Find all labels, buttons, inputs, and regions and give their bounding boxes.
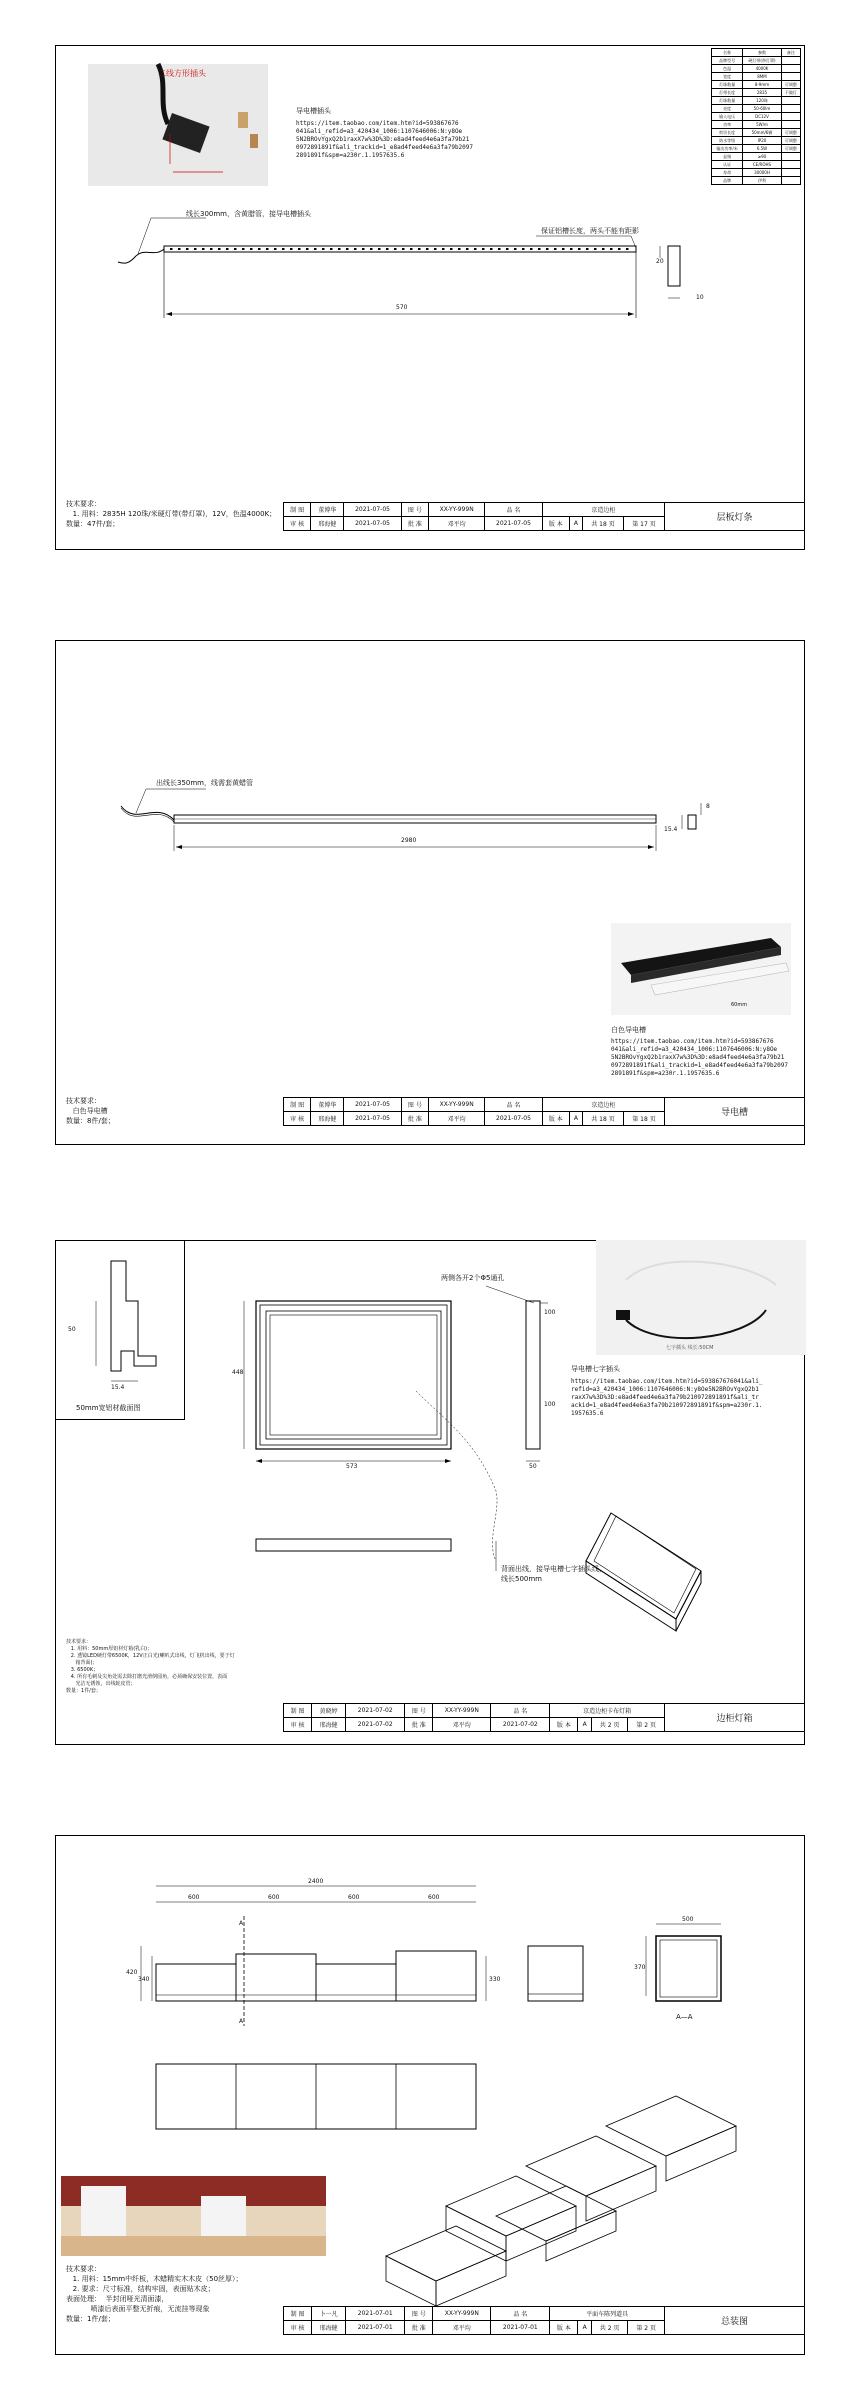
drawing-name: 层板灯条 — [665, 503, 805, 531]
spec-cell: 伊利 — [743, 177, 782, 185]
ends-note: 保证铝槽长度，两头不能有距影 — [541, 227, 639, 235]
dim-part-3: 600 — [348, 1894, 360, 1901]
led-chip — [458, 248, 461, 250]
title-cell: 审 核 — [284, 1718, 312, 1732]
title-cell: 黄晓婷 — [312, 1704, 346, 1718]
plug-illustration — [88, 64, 268, 186]
title-cell: 邢海健 — [312, 1718, 346, 1732]
title-block-row-1 — [284, 503, 805, 517]
title-cell: 共 18 页 — [583, 1112, 624, 1126]
title-cell: 第 2 页 — [628, 1718, 665, 1732]
led-chip — [282, 248, 285, 250]
title-cell: 董博华 — [311, 503, 344, 517]
dim-h: 448 — [232, 1369, 244, 1376]
spec-cell — [781, 177, 800, 185]
spec-row — [712, 89, 801, 97]
title-cell: 制 图 — [284, 2307, 312, 2321]
title-cell: XX-YY-999N — [428, 503, 484, 517]
spec-cell: DC12V — [743, 113, 782, 121]
led-chip — [210, 248, 213, 250]
spec-cell — [781, 73, 800, 81]
spec-cell: 灯珠数量 — [712, 97, 743, 105]
led-chip — [362, 248, 365, 250]
led-chip — [226, 248, 229, 250]
tech-requirements: 技术要求： 1. 用料：50mm厚铝材灯箱(乳白)； 2. 透镜LED硬灯带6500K，12V正白光(喇叭式出线，灯飞机出线，要于灯 箱背面)； 3. 6500K； 4. 所有毛刺及尖角处需去除打磨光滑倒圆角，必须确保安装位置，表面 光洁无锈蚀，出线蛇皮管； 数量：1件/套； — [66, 1639, 235, 1694]
title-block — [283, 2306, 805, 2335]
led-chip — [258, 248, 261, 250]
spec-cell: 输出功率/米 — [712, 145, 743, 153]
spec-cell: 色温 — [712, 65, 743, 73]
title-cell: 图 号 — [405, 2307, 433, 2321]
dim-length: 570 — [396, 304, 408, 311]
led-chip — [586, 248, 589, 250]
spec-cell — [781, 161, 800, 169]
title-block-row-1 — [284, 2307, 805, 2321]
dim-side-1: 20 — [656, 258, 664, 265]
dim-total: 2400 — [308, 1878, 324, 1885]
led-chip — [194, 248, 197, 250]
dim-section-w: 500 — [682, 1916, 694, 1923]
plug-photo — [88, 64, 268, 186]
led-chip — [578, 248, 581, 250]
led-chip — [346, 248, 349, 250]
drawing-name: 导电槽 — [665, 1098, 805, 1126]
spec-cell: 2835 — [743, 89, 782, 97]
led-chip — [626, 248, 629, 250]
title-cell: 第 17 页 — [623, 517, 664, 531]
title-cell: 批 准 — [401, 1112, 428, 1126]
title-cell: 邓平均 — [428, 517, 484, 531]
spec-row — [712, 161, 801, 169]
led-chip — [354, 248, 357, 250]
led-chip — [386, 248, 389, 250]
led-chip — [490, 248, 493, 250]
spec-cell: ≥90 — [743, 153, 782, 161]
rail-drawing — [56, 811, 806, 911]
spec-cell: 8MM — [743, 73, 782, 81]
spec-cell: 120珠 — [743, 97, 782, 105]
title-cell: 图 号 — [401, 503, 428, 517]
title-cell: 品 名 — [491, 2307, 550, 2321]
wire-note: 出线长350mm，线需套黄蜡管 — [156, 779, 253, 787]
spec-cell: 输入电压 — [712, 113, 743, 121]
side-dim-1: 100 — [544, 1309, 556, 1316]
led-chip — [250, 248, 253, 250]
led-chip — [570, 248, 573, 250]
title-cell: 2021-07-05 — [344, 1098, 401, 1112]
led-chip — [290, 248, 293, 250]
title-cell: 卜一凡 — [312, 2307, 346, 2321]
title-cell: 图 号 — [401, 1098, 428, 1112]
spec-row — [712, 169, 801, 177]
spec-cell: IP20 — [743, 137, 782, 145]
title-cell: 京造边柜卡布灯箱 — [550, 1704, 665, 1718]
led-chip — [546, 248, 549, 250]
drawing-name: 总装图 — [665, 2307, 805, 2335]
led-chip — [202, 248, 205, 250]
tech-requirements: 技术要求： 白色导电槽 数量：8件/套； — [66, 1097, 115, 1125]
spec-row — [712, 145, 801, 153]
title-cell: 京造边柜 — [542, 503, 664, 517]
spec-cell — [781, 105, 800, 113]
dim-w: 8 — [706, 803, 710, 810]
led-chip — [410, 248, 413, 250]
spec-row — [712, 81, 801, 89]
spec-cell: 可调整 — [781, 145, 800, 153]
spec-row — [712, 177, 801, 185]
led-chip — [498, 248, 501, 250]
spec-row — [712, 137, 801, 145]
tech-requirements: 技术要求： 1. 用料：2835H 120珠/米硬灯带(带灯罩)，12V，色温4000K； 数量：47件/套； — [66, 500, 277, 528]
led-chip — [522, 248, 525, 250]
led-chip — [170, 248, 173, 250]
title-cell: 2021-07-02 — [346, 1704, 405, 1718]
led-chip — [266, 248, 269, 250]
led-chip — [442, 248, 445, 250]
led-chip — [610, 248, 613, 250]
led-chip — [554, 248, 557, 250]
title-cell: 版 本 — [550, 2321, 578, 2335]
dim-section-h: 370 — [634, 1964, 646, 1971]
title-cell: 邢海健 — [312, 2321, 346, 2335]
spec-cell: 防水等级 — [712, 137, 743, 145]
spec-cell — [781, 121, 800, 129]
title-cell: 京造边柜 — [542, 1098, 664, 1112]
title-cell: 邢海健 — [311, 1112, 344, 1126]
spec-cell: 可调整 — [781, 129, 800, 137]
led-chip — [506, 248, 509, 250]
section-mark-top: A — [239, 1920, 244, 1927]
spec-cell — [781, 153, 800, 161]
led-chip — [378, 248, 381, 250]
drawing-name: 边柜灯箱 — [665, 1704, 805, 1732]
title-cell: 品 名 — [491, 1704, 550, 1718]
title-cell: 版 本 — [542, 517, 569, 531]
led-chip — [562, 248, 565, 250]
spec-cell: 品牌 — [712, 177, 743, 185]
led-chip — [482, 248, 485, 250]
title-cell: 图 号 — [405, 1704, 433, 1718]
section-dim-h: 50 — [68, 1326, 76, 1333]
spec-cell: 可调整 — [781, 81, 800, 89]
photo-caption: 七字插头 线长:50CM — [666, 1345, 714, 1351]
spec-row — [712, 121, 801, 129]
dim-side-2: 10 — [696, 294, 704, 301]
title-cell: A — [578, 2321, 592, 2335]
spec-row — [712, 113, 801, 121]
spec-cell: 5W/m — [743, 121, 782, 129]
spec-cell: 可调整 — [781, 137, 800, 145]
dim-h-inner: 340 — [138, 1976, 150, 1983]
spec-table — [711, 48, 801, 185]
section-label: A—A — [676, 2013, 693, 2021]
spec-cell — [781, 113, 800, 121]
title-cell: 共 2 页 — [591, 2321, 628, 2335]
product-url: https://item.taobao.com/item.htm?id=593867676 041&ali_refid=a3_420434_1006:1107646006:N:y8Oe 5N2BROvYgxQ2b1raxX7w%3D%3D:e8ad4feed4e6a3fa79b21 0972891891f&ali_trackid=1_e8ad4feed4e6a3fa79b2097 2891891f&spm=a230r.1.1957635.6 — [296, 120, 474, 159]
title-cell: 共 2 页 — [591, 1718, 628, 1732]
led-chip — [274, 248, 277, 250]
led-chip — [402, 248, 405, 250]
led-chip — [394, 248, 397, 250]
dim-part-1: 600 — [188, 1894, 200, 1901]
title-cell: 2021-07-05 — [485, 1112, 542, 1126]
title-cell: XX-YY-999N — [433, 2307, 491, 2321]
title-cell: 2021-07-01 — [346, 2321, 405, 2335]
rail-illustration — [611, 923, 791, 1015]
led-chip — [338, 248, 341, 250]
hole-note: 两侧各开2个Φ5通孔 — [441, 1274, 505, 1282]
title-cell: 审 核 — [284, 517, 311, 531]
tech-requirements: 技术要求： 1. 用料：15mm中纤板，木蜡精实木木皮（50丝厚）； 2. 要求：尺寸标准，结构牢固，表面贴木皮； 表面处理： 半封闭哑光清面漆， 喷漆后表面平整无折痕，无流挂等现象 数量：1件/套； — [66, 2265, 243, 2323]
spec-cell: 亮度 — [712, 105, 743, 113]
led-chip — [218, 248, 221, 250]
led-chip — [178, 248, 181, 250]
section-label: 50mm宽铝材截面图 — [76, 1404, 141, 1412]
title-cell: 第 18 页 — [623, 1112, 664, 1126]
dim-h-outer: 420 — [126, 1969, 138, 1976]
title-cell: 制 图 — [284, 1098, 311, 1112]
title-cell: 2021-07-02 — [346, 1718, 405, 1732]
title-cell: 审 核 — [284, 2321, 312, 2335]
rail-photo — [611, 923, 791, 1015]
title-cell: 品 名 — [485, 1098, 542, 1112]
title-cell: 2021-07-05 — [485, 517, 542, 531]
title-cell: 第 2 页 — [628, 2321, 665, 2335]
spec-row — [712, 65, 801, 73]
title-cell: 制 图 — [284, 503, 311, 517]
spec-cell: 功率 — [712, 121, 743, 129]
title-cell: 董博华 — [311, 1098, 344, 1112]
url-label: 导电槽插头 — [296, 107, 331, 115]
spec-cell: 名称 — [712, 49, 743, 57]
led-strip-drawing — [56, 246, 806, 396]
spec-cell: 不做灯 — [781, 89, 800, 97]
spec-cell: 8-9mm — [743, 81, 782, 89]
title-cell: A — [569, 517, 582, 531]
title-cell: 制 图 — [284, 1704, 312, 1718]
spec-row — [712, 105, 801, 113]
spec-cell: 6.5W — [743, 145, 782, 153]
title-cell: 审 核 — [284, 1112, 311, 1126]
title-cell: 共 18 页 — [583, 517, 624, 531]
photo-label: 二线方形插头 — [158, 69, 206, 78]
spec-row — [712, 49, 801, 57]
led-chip — [418, 248, 421, 250]
spec-cell: CE/ROHS — [743, 161, 782, 169]
spec-cell — [781, 169, 800, 177]
title-cell: 邓平均 — [428, 1112, 484, 1126]
plug-label: 导电槽七字插头 — [571, 1365, 620, 1373]
drawing-sheet-4 — [55, 1835, 805, 2355]
product-url: https://item.taobao.com/item.htm?id=593867676 041&ali_refid=a3_420434_1006:1107646006:N:y8Oe 5N2BROvYgxQ2b1raxX7w%3D%3D:e8ad4feed4e6a3fa79b21 0972891891f&ali_trackid=1_e8ad4feed4e6a3fa79b2097 2891891f&spm=a230r.1.1957635.6 — [611, 1038, 789, 1077]
side-dim-2: 100 — [544, 1401, 556, 1408]
spec-cell: 剪切长度 — [712, 129, 743, 137]
led-chip — [514, 248, 517, 250]
led-chip — [450, 248, 453, 250]
led-chip — [474, 248, 477, 250]
spec-cell: 显指 — [712, 153, 743, 161]
spec-cell: 参数 — [743, 49, 782, 57]
dim-length: 2980 — [401, 837, 417, 844]
section-mark-bottom: A — [239, 2018, 244, 2025]
led-chip — [538, 248, 541, 250]
title-cell: 2021-07-02 — [491, 1718, 550, 1732]
title-cell: 2021-07-05 — [344, 517, 401, 531]
drawing-sheet-1 — [55, 45, 805, 550]
title-cell: XX-YY-999N — [433, 1704, 491, 1718]
wire-note: 线长300mm，含黄腊管，接导电槽插头 — [186, 210, 311, 218]
back-note: 背面出线，接导电槽七字插头线， 线长500mm — [501, 1565, 606, 1583]
title-cell: 品 名 — [485, 503, 542, 517]
drawing-sheet-3 — [55, 1240, 805, 1745]
led-chip — [530, 248, 533, 250]
spec-cell: 寿命 — [712, 169, 743, 177]
title-block — [283, 502, 805, 531]
title-cell: 平面车陈列道具 — [550, 2307, 665, 2321]
spec-row — [712, 57, 801, 65]
title-cell: XX-YY-999N — [428, 1098, 484, 1112]
led-chip — [298, 248, 301, 250]
section-dim-w: 15.4 — [111, 1384, 125, 1391]
led-chip — [602, 248, 605, 250]
spec-row — [712, 97, 801, 105]
title-block — [283, 1097, 805, 1126]
led-chip — [242, 248, 245, 250]
spec-cell: 30000H — [743, 169, 782, 177]
spec-cell: 备注 — [781, 49, 800, 57]
spec-cell: 宽度 — [712, 73, 743, 81]
title-cell: 版 本 — [542, 1112, 569, 1126]
spec-cell: 灯珠数量 — [712, 81, 743, 89]
led-chip — [618, 248, 621, 250]
title-block-row-1 — [284, 1098, 805, 1112]
led-chip — [370, 248, 373, 250]
dim-part-4: 600 — [428, 1894, 440, 1901]
dim-part-2: 600 — [268, 1894, 280, 1901]
spec-cell: 认证 — [712, 161, 743, 169]
title-cell: 版 本 — [550, 1718, 578, 1732]
led-chip — [426, 248, 429, 250]
title-cell: 邓平均 — [433, 2321, 491, 2335]
led-chip — [330, 248, 333, 250]
dim-h-right: 330 — [489, 1976, 501, 1983]
title-cell: 批 准 — [405, 1718, 433, 1732]
title-cell: A — [569, 1112, 582, 1126]
title-cell: 2021-07-01 — [346, 2307, 405, 2321]
side-dim-w: 50 — [529, 1463, 537, 1470]
dim-w: 573 — [346, 1463, 358, 1470]
title-block — [283, 1703, 805, 1732]
title-cell: 批 准 — [405, 2321, 433, 2335]
led-chip — [306, 248, 309, 250]
caption: 白色导电槽 — [611, 1026, 646, 1034]
spec-cell — [781, 57, 800, 65]
title-cell: 邢海健 — [311, 517, 344, 531]
drawing-sheet-2 — [55, 640, 805, 1145]
led-chip — [234, 248, 237, 250]
led-chip — [314, 248, 317, 250]
title-cell: 2021-07-05 — [344, 503, 401, 517]
spec-cell: 50-60lm — [743, 105, 782, 113]
spec-cell — [781, 65, 800, 73]
title-cell: 2021-07-05 — [344, 1112, 401, 1126]
spec-cell — [781, 97, 800, 105]
led-chip — [434, 248, 437, 250]
led-chip — [322, 248, 325, 250]
photo-mark: 60mm — [731, 1002, 748, 1008]
dim-h: 15.4 — [664, 826, 678, 833]
spec-cell: 硬灯带(带灯罩) — [743, 57, 782, 65]
spec-row — [712, 153, 801, 161]
spec-cell: 4000K — [743, 65, 782, 73]
spec-cell: 50mm/6颗 — [743, 129, 782, 137]
led-chip — [594, 248, 597, 250]
product-url: https://item.taobao.com/item.htm?id=593867676041&ali_ refid=a3_420434_1006:1107646006:N:y8Oe5N2BROvYgxQ2b1 raxX7w%3D%3D:e8ad4feed4e6a3fa79b210972891891f&ali_tr ackid=1_e8ad4feed4e6a3fa79b210972891891f&spm=a230r.1. 1957635.6 — [571, 1378, 763, 1417]
title-cell: 2021-07-01 — [491, 2321, 550, 2335]
led-chip — [186, 248, 189, 250]
title-cell: 批 准 — [401, 517, 428, 531]
title-block-row-1 — [284, 1704, 805, 1718]
spec-cell: 品牌型号 — [712, 57, 743, 65]
title-cell: A — [578, 1718, 592, 1732]
led-chip — [466, 248, 469, 250]
spec-cell: 灯带长度 — [712, 89, 743, 97]
spec-row — [712, 73, 801, 81]
title-cell: 邓平均 — [433, 1718, 491, 1732]
spec-row — [712, 129, 801, 137]
